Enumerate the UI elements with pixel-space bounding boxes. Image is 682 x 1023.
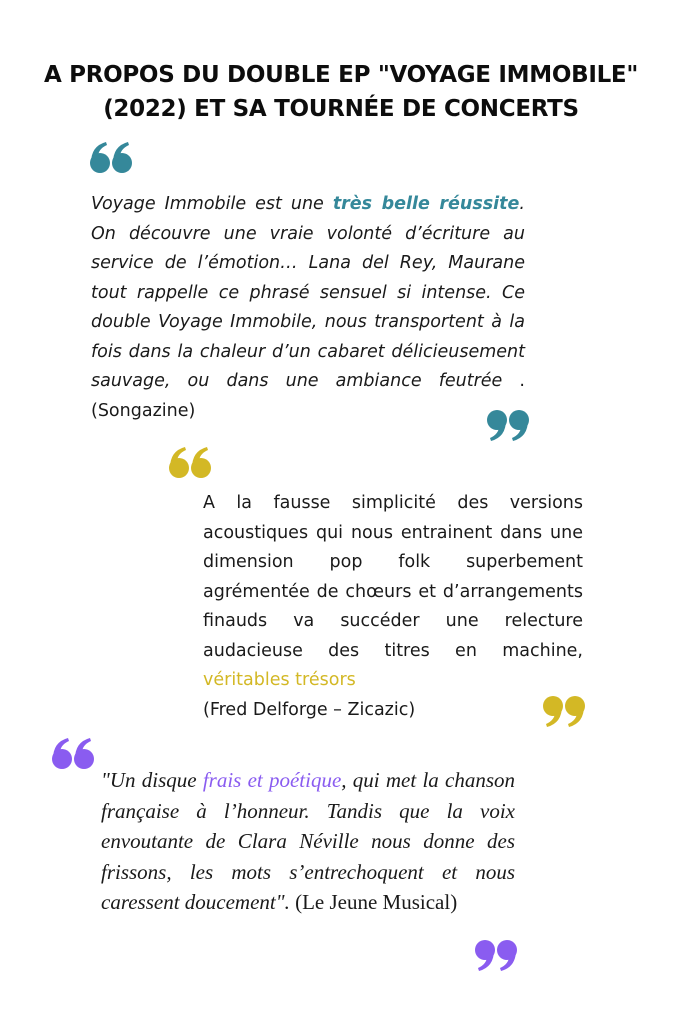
close-quote-icon [473,938,517,972]
quote-le-jeune-musical [101,765,515,918]
open-quote-icon [52,737,96,771]
quote-text-continued: , qui met la chanson française à l’honneur. Tandis que la voix envoutante de Clara Néville nous donne des frissons, les mots s’entrechoquent et nous caressent doucement". [101,768,516,914]
quote-text: A la fausse simplicité des versions acoustiques qui nous entrainent dans une dimension pop folk superbement agrémentée de chœurs et d’arrangements finauds va succéder une relecture audacieuse des titres en machine, [203,493,583,661]
close-quote-icon [541,694,585,728]
page-title: A PROPOS DU DOUBLE EP "VOYAGE IMMOBILE" (2022) ET SA TOURNÉE DE CONCERTS [43,62,639,122]
quote-text: "Un disque [101,768,203,792]
open-quote-icon [90,141,134,175]
quote-source: . (Songazine) [91,371,525,421]
quote-text: Voyage Immobile est une [91,194,333,214]
quote-source: (Fred Delforge – Zicazic) [203,699,416,720]
quote-text-continued: . On découvre une vraie volonté d’écriture au service de l’émotion… Lana del Rey, Maurane tout rappelle ce phrasé sensuel si intense. Ce double Voyage Immobile, nous transportent à la fois dans la chaleur d’un cabaret délicieusement sauvage, ou dans une ambiance feutrée [91,194,525,391]
quote-highlight: frais et poétique [202,768,342,792]
quote-zicazic [203,489,583,725]
quote-songazine [91,190,525,426]
quote-source: (Le Jeune Musical) [289,890,458,914]
quote-highlight: véritables trésors [203,670,356,690]
close-quote-icon [485,408,529,442]
quote-highlight: très belle réussite [332,194,520,214]
open-quote-icon [169,446,213,480]
